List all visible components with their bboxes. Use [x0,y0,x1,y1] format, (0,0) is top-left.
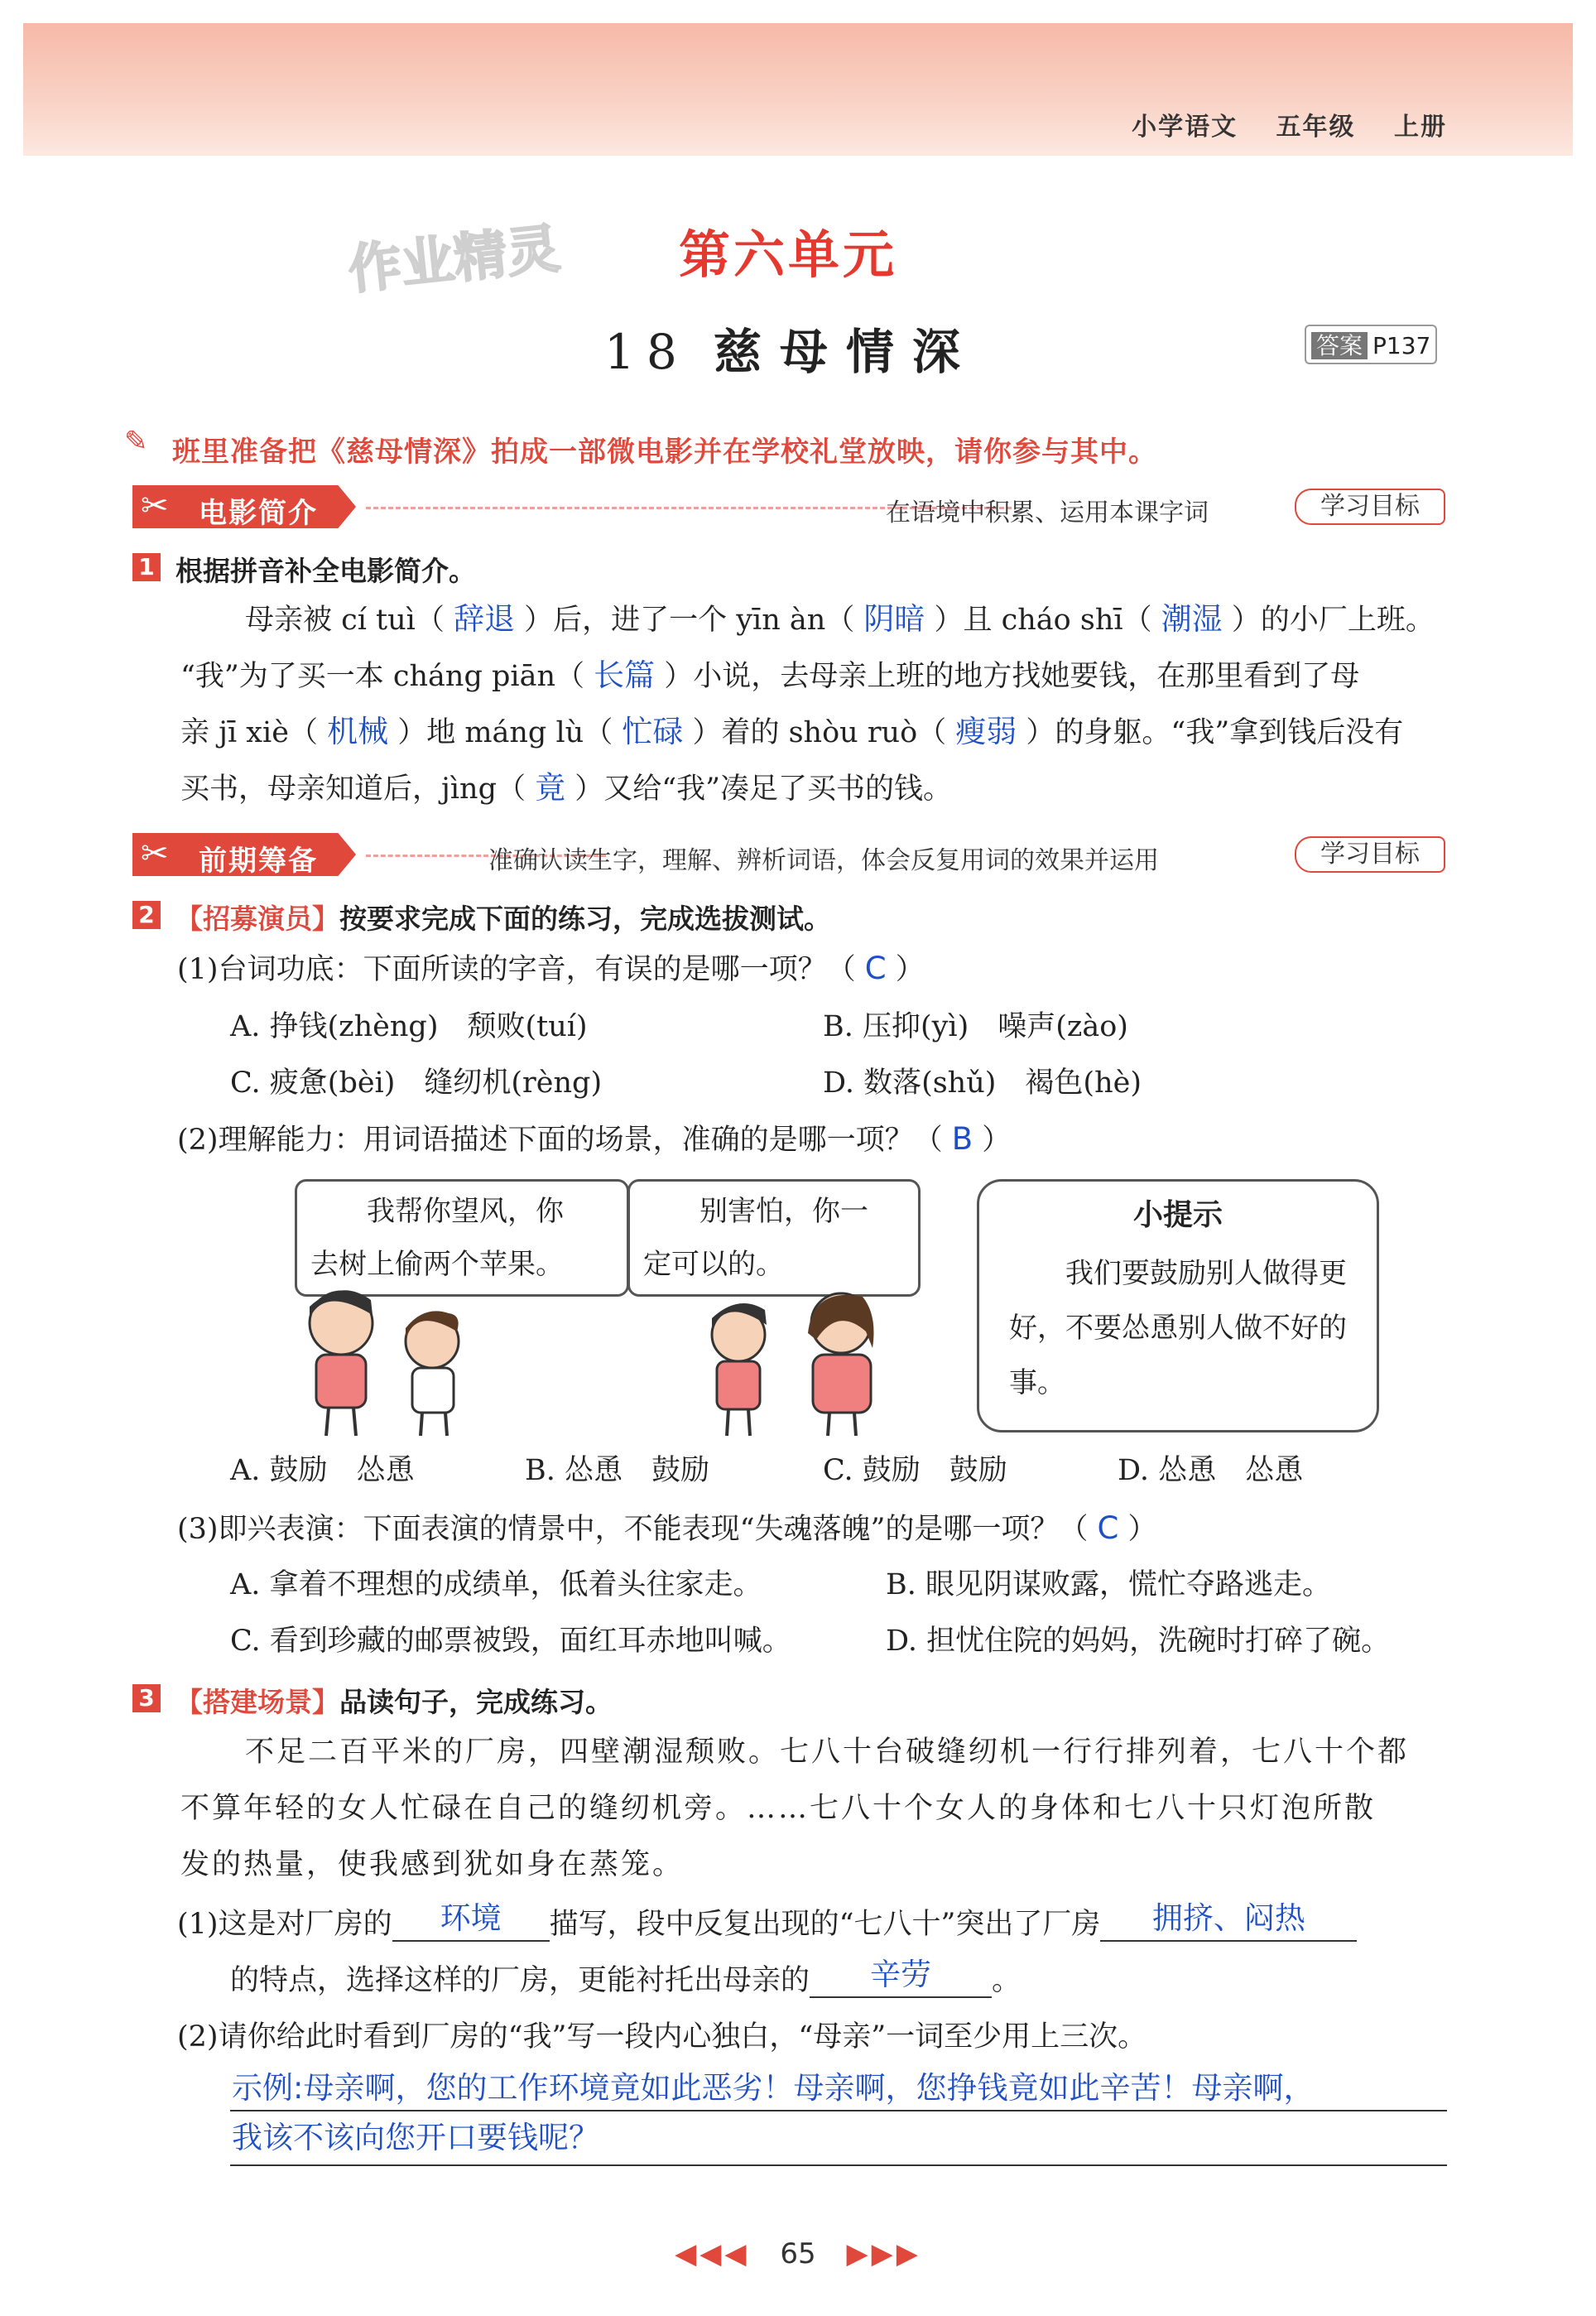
page-number: 65 [780,2237,816,2270]
line-text: ）的身躯。“我”拿到钱后没有 [1017,716,1404,749]
answer-text: 长篇 [594,657,656,693]
section-icon: ✂ [141,835,169,873]
answer-choice: C [864,951,887,986]
lesson-number: 18 [604,324,689,380]
bubble-line: 我帮你望风，你 [367,1195,564,1228]
next-arrows-icon: ▶▶▶ [846,2237,921,2270]
question-tag: 【搭建场景】 [175,1686,339,1718]
stem-text: (2)理解能力：用词语描述下面的场景，准确的是哪一项？（ [177,1124,952,1157]
prev-arrows-icon: ◀◀◀ [675,2237,750,2270]
stem-text: (1)台词功底：下面所读的字音，有误的是哪一项？（ [177,953,865,986]
answer-line: 我该不该向您开口要钱呢？ [232,2120,599,2155]
watermark-logo: 作业精灵 [345,218,563,302]
volume: 上册 [1394,113,1447,142]
option: C. 鼓励 鼓励 [823,1454,1007,1487]
answer-line: 示例:母亲啊，您的工作环境竟如此恶劣！母亲啊，您挣钱竟如此辛苦！母亲啊， [232,2070,1315,2106]
stem-close: ） [973,1124,1012,1157]
children-illustration-right [692,1282,907,1439]
option: D. 担忧住院的妈妈，洗碗时打碎了碗。 [886,1625,1391,1658]
answer-text: 机械 [327,714,389,749]
question-title [175,898,831,937]
answer-text: 潮湿 [1161,601,1223,637]
answer-reference [1305,325,1437,364]
q3-sub2-stem: (2)请你给此时看到厂房的“我”写一段内心独白，“母亲”一词至少用上三次。 [177,2020,1147,2054]
bubble-line: 别害怕，你一 [699,1195,868,1228]
q2-sub1-stem [177,941,925,998]
hint-scroll [977,1179,1379,1432]
hint-title: 小提示 [1132,1198,1223,1232]
option: B. 眼见阴谋败露，慌忙夺路逃走。 [886,1568,1331,1601]
section-goal: 准确认读生字，理解、辨析词语，体会反复用词的效果并运用 [488,846,1159,875]
question-title: 根据拼音补全电影简介。 [175,555,476,587]
answer-label: 答案 [1311,332,1368,359]
line-text: ）又给“我”凑足了买书的钱。 [565,773,953,806]
answer-text: 忙碌 [622,714,684,749]
bubble-line: 去树上偷两个苹果。 [310,1248,564,1281]
line-text: ）地 máng lù（ [388,716,623,749]
line-text: 买书，母亲知道后，jìng（ [180,773,536,806]
stem-close: ） [886,953,925,986]
answer-page: P137 [1372,332,1431,359]
stem-close: ） [1118,1513,1157,1546]
line-text: ）的小厂上班。 [1222,604,1435,637]
question-number: 2 [132,901,161,929]
answer-text: 辞退 [453,601,515,637]
question-number: 3 [132,1684,161,1712]
fill-text: (1)这是对厂房的 [177,1908,392,1941]
line-text: 亲 jī xiè（ [180,716,328,749]
section-label: 电影简介 [199,497,318,530]
option: B. 压抑(yì) 噪声(zào) [823,1010,1128,1043]
children-illustration-left [291,1282,490,1439]
q1-line [180,760,952,817]
quill-icon: ✎ [124,425,148,458]
section-goal: 在语境中积累、运用本课字词 [886,498,1209,527]
q2-sub2-stem [177,1111,1011,1168]
line-text: “我”为了买一本 cháng piān（ [180,660,594,693]
q3-sub1-line2 [230,1952,1021,2009]
answer-choice: C [1097,1510,1119,1546]
section-header-prep [132,833,1445,876]
grade: 五年级 [1276,113,1356,142]
line-text: ）小说，去母亲上班的地方找她要钱，在那里看到了母 [655,660,1360,693]
question-title [175,1681,613,1720]
q1-line [245,591,1435,648]
option: A. 拿着不理想的成绩单，低着头往家走。 [230,1568,762,1601]
section-header-intro [132,485,1445,528]
answer-choice: B [951,1121,973,1157]
blank-environment [392,1898,550,1942]
task-intro: 班里准备把《慈母情深》拍成一部微电影并在学校礼堂放映，请你参与其中。 [172,436,1157,469]
unit-title: 第六单元 [679,224,898,285]
line-text: ）后，进了一个 yīn àn（ [514,604,864,637]
answer-underline [230,2164,1447,2166]
answer-text: 阴暗 [863,601,925,637]
header-info [1103,106,1447,142]
answer-text: 环境 [440,1900,502,1936]
hint-body: 我们要鼓励别人做得更好，不要怂恿别人做不好的事。 [1009,1257,1347,1399]
bubble-line: 定可以的。 [643,1248,784,1281]
line-text: ）且 cháo shī（ [925,604,1161,637]
question-number: 1 [132,553,161,581]
fill-text: 描写，段中反复出现的“七八十”突出了厂房 [549,1908,1101,1941]
answer-text: 瘦弱 [955,714,1017,749]
q2-sub3-stem [177,1500,1156,1558]
option: D. 怂恿 怂恿 [1118,1454,1304,1487]
speech-bubble-left [295,1179,629,1297]
passage-line: 发的热量，使我感到犹如身在蒸笼。 [180,1848,685,1881]
fill-text: 的特点，选择这样的厂房，更能衬托出母亲的 [230,1964,810,1997]
passage-line: 不算年轻的女人忙碌在自己的缝纫机旁。……七八十个女人的身体和七八十只灯泡所散 [180,1792,1377,1825]
goal-tag: 学习目标 [1295,489,1445,525]
option: D. 数落(shǔ) 褐色(hè) [823,1067,1142,1100]
line-text: 母亲被 cí tuì（ [245,604,454,637]
blank-mother [810,1954,992,1998]
goal-tag: 学习目标 [1295,836,1445,873]
option: C. 看到珍藏的邮票被毁，面红耳赤地叫喊。 [230,1625,791,1658]
blank-feature [1100,1898,1357,1942]
line-text: ）着的 shòu ruò（ [683,716,956,749]
answer-text: 拥挤、闷热 [1151,1900,1305,1936]
question-tag: 【招募演员】 [175,903,339,935]
speech-bubble-right [627,1179,921,1297]
section-icon: ✂ [141,487,169,525]
option: A. 鼓励 怂恿 [230,1454,415,1487]
section-label: 前期筹备 [199,845,318,878]
page-footer [0,2237,1596,2270]
passage-line: 不足二百平米的厂房，四壁潮湿颓败。七八十台破缝纫机一行行排列着，七八十个都 [245,1736,1410,1769]
lesson-title: 慈母情深 [713,324,978,380]
subject: 小学语文 [1132,113,1238,142]
question-text: 按要求完成下面的练习，完成选拔测试。 [339,903,831,935]
option: B. 怂恿 鼓励 [525,1454,709,1487]
lesson-heading [604,313,978,383]
stem-text: (3)即兴表演：下面表演的情景中，不能表现“失魂落魄”的是哪一项？（ [177,1513,1098,1546]
fill-text: 。 [992,1964,1022,1997]
answer-text: 辛劳 [870,1957,932,1992]
q3-sub1-line1 [177,1896,1357,1952]
q1-line [180,704,1403,761]
option: A. 挣钱(zhèng) 颓败(tuí) [230,1010,588,1043]
answer-text: 竟 [535,770,566,806]
option: C. 疲惫(bèi) 缝纫机(rèng) [230,1067,603,1100]
question-text: 品读句子，完成练习。 [339,1686,613,1718]
q1-line [180,648,1359,705]
